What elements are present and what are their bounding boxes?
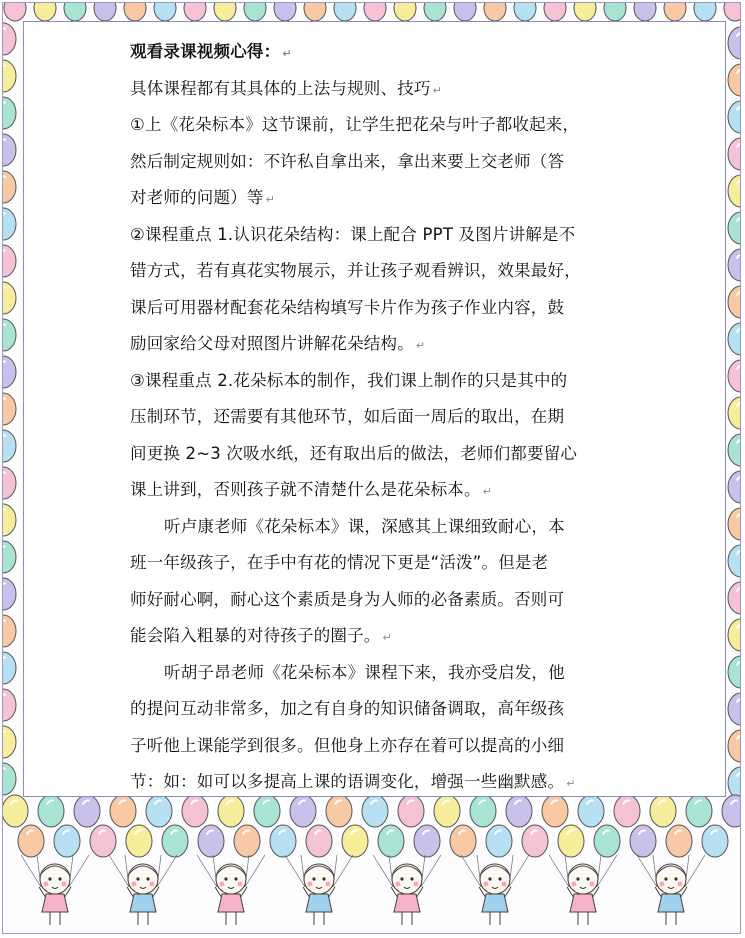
text-line: 师好耐心啊，耐心这个素质是身为人师的必备素质。否则可 — [130, 589, 565, 609]
balloon-string — [597, 855, 617, 887]
child-eye — [586, 877, 589, 880]
balloon-icon — [214, 3, 236, 21]
balloon-icon — [728, 249, 741, 281]
text-line: ①上《花朵标本》这节课前，让学生把花朵与叶子都收起来， — [130, 115, 580, 134]
balloon-string — [549, 855, 569, 887]
balloon-icon — [728, 582, 741, 614]
balloon-string — [21, 855, 41, 887]
document-content — [130, 34, 620, 801]
child-shirt — [130, 894, 156, 912]
child-eye — [488, 877, 491, 880]
text-line: 的提问互动非常多，加之有自身的知识储备调取，高年级孩 — [130, 699, 565, 718]
text-line: 子听他上课能学到很多。但他身上亦存在着可以提高的小细 — [130, 735, 565, 755]
balloon-icon — [728, 138, 741, 170]
balloon-string — [285, 855, 305, 887]
paragraph-mark-icon: ↵ — [415, 339, 426, 352]
balloon-string — [245, 855, 265, 887]
balloon-string — [461, 855, 481, 887]
balloon-icon — [34, 3, 56, 21]
child-eye — [664, 877, 667, 880]
document-title — [130, 34, 620, 71]
child-face-icon — [40, 864, 70, 894]
balloon-icon — [728, 545, 741, 577]
balloon-icon — [728, 286, 741, 318]
balloon-string — [373, 855, 393, 887]
child-eye — [48, 877, 51, 880]
balloon-string — [109, 855, 129, 887]
balloon-icon — [728, 212, 741, 244]
child-shirt — [394, 894, 420, 912]
child-cheek — [44, 882, 49, 887]
balloon-icon — [728, 508, 741, 540]
child-face-icon — [128, 864, 158, 894]
child-face-icon — [480, 864, 510, 894]
balloon-icon — [728, 323, 741, 355]
text-line: 压制环节，还需要有其他环节，如后面一周后的取出，在期 — [130, 407, 565, 426]
balloon-icon — [728, 730, 741, 762]
page-frame — [2, 2, 741, 934]
balloon-icon — [94, 3, 116, 21]
balloon-icon — [728, 693, 741, 725]
balloon-string — [509, 855, 529, 887]
text-line: 对老师的问题）等 ↵ — [130, 188, 276, 207]
text-line: 听卢康老师《花朵标本》课，深感其上课细致耐心，本 — [164, 516, 565, 536]
child-eye — [58, 877, 61, 880]
balloon-icon — [728, 101, 741, 133]
balloon-icon — [454, 3, 476, 21]
balloon-icon — [574, 3, 596, 21]
child-eye — [674, 877, 677, 880]
title-text: 观看录课视频心得： — [130, 42, 281, 61]
child-cheek — [678, 882, 683, 887]
balloon-icon — [424, 3, 446, 21]
text-box — [23, 21, 726, 797]
child-eye — [234, 877, 237, 880]
balloon-icon — [244, 3, 266, 21]
child-eye — [146, 877, 149, 880]
text-line: 听胡子昂老师《花朵标本》课程下来，我亦受启发，他 — [164, 662, 565, 682]
child-cheek — [220, 882, 225, 887]
text-line: 励回家给父母对照图片讲解花朵结构。 ↵ — [130, 334, 426, 353]
child-cheek — [590, 882, 595, 887]
child-shirt — [42, 894, 68, 912]
paragraph-mark-icon: ↵ — [265, 193, 276, 206]
balloon-icon — [728, 397, 741, 429]
paragraph-mark-icon: ↵ — [382, 631, 392, 644]
child-eye — [312, 877, 315, 880]
balloon-icon — [4, 3, 26, 21]
paragraph-mark-icon: ↵ — [282, 47, 292, 60]
child-cheek — [326, 882, 331, 887]
child-face-icon — [304, 864, 334, 894]
balloon-string — [333, 855, 353, 887]
child-face-icon — [392, 864, 422, 894]
balloon-string — [157, 855, 177, 887]
text-line: 课上讲到，否则孩子就不清楚什么是花朵标本。 ↵ — [130, 480, 493, 499]
text-line: 能会陷入粗暴的对待孩子的圈子。 ↵ — [130, 626, 392, 645]
balloon-icon — [124, 3, 146, 21]
child-shirt — [570, 894, 596, 912]
child-eye — [400, 877, 403, 880]
text-line: ③课程重点 2.花朵标本的制作，我们课上制作的只是其中的 — [130, 370, 568, 390]
balloon-string — [637, 855, 657, 887]
balloon-icon — [274, 3, 296, 21]
text-line: 错方式，若有真花实物展示，并让孩子观看辨识，效果最好， — [130, 261, 581, 280]
text-line: 节：如：如可以多提高上课的语调变化，增强一些幽默感。 ↵ — [130, 772, 576, 791]
balloon-icon — [664, 3, 686, 21]
text-line: 间更换 2~3 次吸水纸，还有取出后的做法，老师们都要留心 — [130, 443, 578, 463]
balloon-icon — [604, 3, 626, 21]
balloon-icon — [728, 27, 741, 59]
balloon-icon — [484, 3, 506, 21]
balloon-icon — [728, 434, 741, 466]
balloon-icon — [728, 471, 741, 503]
balloon-icon — [728, 656, 741, 688]
child-shirt — [218, 894, 244, 912]
child-eye — [410, 877, 413, 880]
balloon-icon — [722, 795, 741, 827]
child-cheek — [132, 882, 137, 887]
child-cheek — [238, 882, 243, 887]
balloon-icon — [728, 360, 741, 392]
child-shirt — [482, 894, 508, 912]
text-line: 然后制定规则如：不许私自拿出来，拿出来要上交老师（答 — [130, 151, 565, 171]
balloon-string — [685, 855, 705, 887]
child-face-icon — [216, 864, 246, 894]
child-face-icon — [568, 864, 598, 894]
child-cheek — [62, 882, 67, 887]
child-eye — [576, 877, 579, 880]
balloon-icon — [334, 3, 356, 21]
balloon-icon — [694, 3, 716, 21]
paragraph-mark-icon: ↵ — [566, 777, 576, 790]
child-cheek — [502, 882, 507, 887]
balloon-icon — [154, 3, 176, 21]
text-line: 课后可用器材配套花朵结构填写卡片作为孩子作业内容，鼓 — [130, 297, 565, 317]
balloon-icon — [64, 3, 86, 21]
child-eye — [224, 877, 227, 880]
child-face-icon — [656, 864, 686, 894]
paragraph-mark-icon: ↵ — [482, 485, 493, 498]
child-shirt — [306, 894, 332, 912]
balloon-icon — [394, 3, 416, 21]
text-line: ②课程重点 1.认识花朵结构：课上配合 PPT 及图片讲解是不 — [130, 224, 576, 244]
child-eye — [136, 877, 139, 880]
child-cheek — [660, 882, 665, 887]
balloon-icon — [728, 175, 741, 207]
balloon-icon — [184, 3, 206, 21]
child-cheek — [396, 882, 401, 887]
balloon-icon — [634, 3, 656, 21]
balloon-icon — [728, 619, 741, 651]
child-cheek — [150, 882, 155, 887]
balloon-icon — [724, 3, 741, 21]
child-cheek — [572, 882, 577, 887]
balloon-icon — [364, 3, 386, 21]
paragraph-mark-icon: ↵ — [432, 83, 443, 97]
balloon-icon — [728, 64, 741, 96]
balloon-string — [421, 855, 441, 887]
child-eye — [322, 877, 325, 880]
balloon-icon — [544, 3, 566, 21]
balloon-icon — [514, 3, 536, 21]
child-cheek — [308, 882, 313, 887]
balloon-icon — [304, 3, 326, 21]
child-shirt — [658, 894, 684, 912]
text-line: 班一年级孩子，在手中有花的情况下更是“活泼”。但是老 — [130, 553, 549, 572]
child-cheek — [414, 882, 419, 887]
balloon-icon — [728, 767, 741, 799]
balloon-string — [197, 855, 217, 887]
child-cheek — [484, 882, 489, 887]
text-line: 具体课程都有其具体的上法与规则、技巧 ↵ — [130, 78, 443, 98]
child-eye — [498, 877, 501, 880]
balloon-string — [69, 855, 89, 887]
